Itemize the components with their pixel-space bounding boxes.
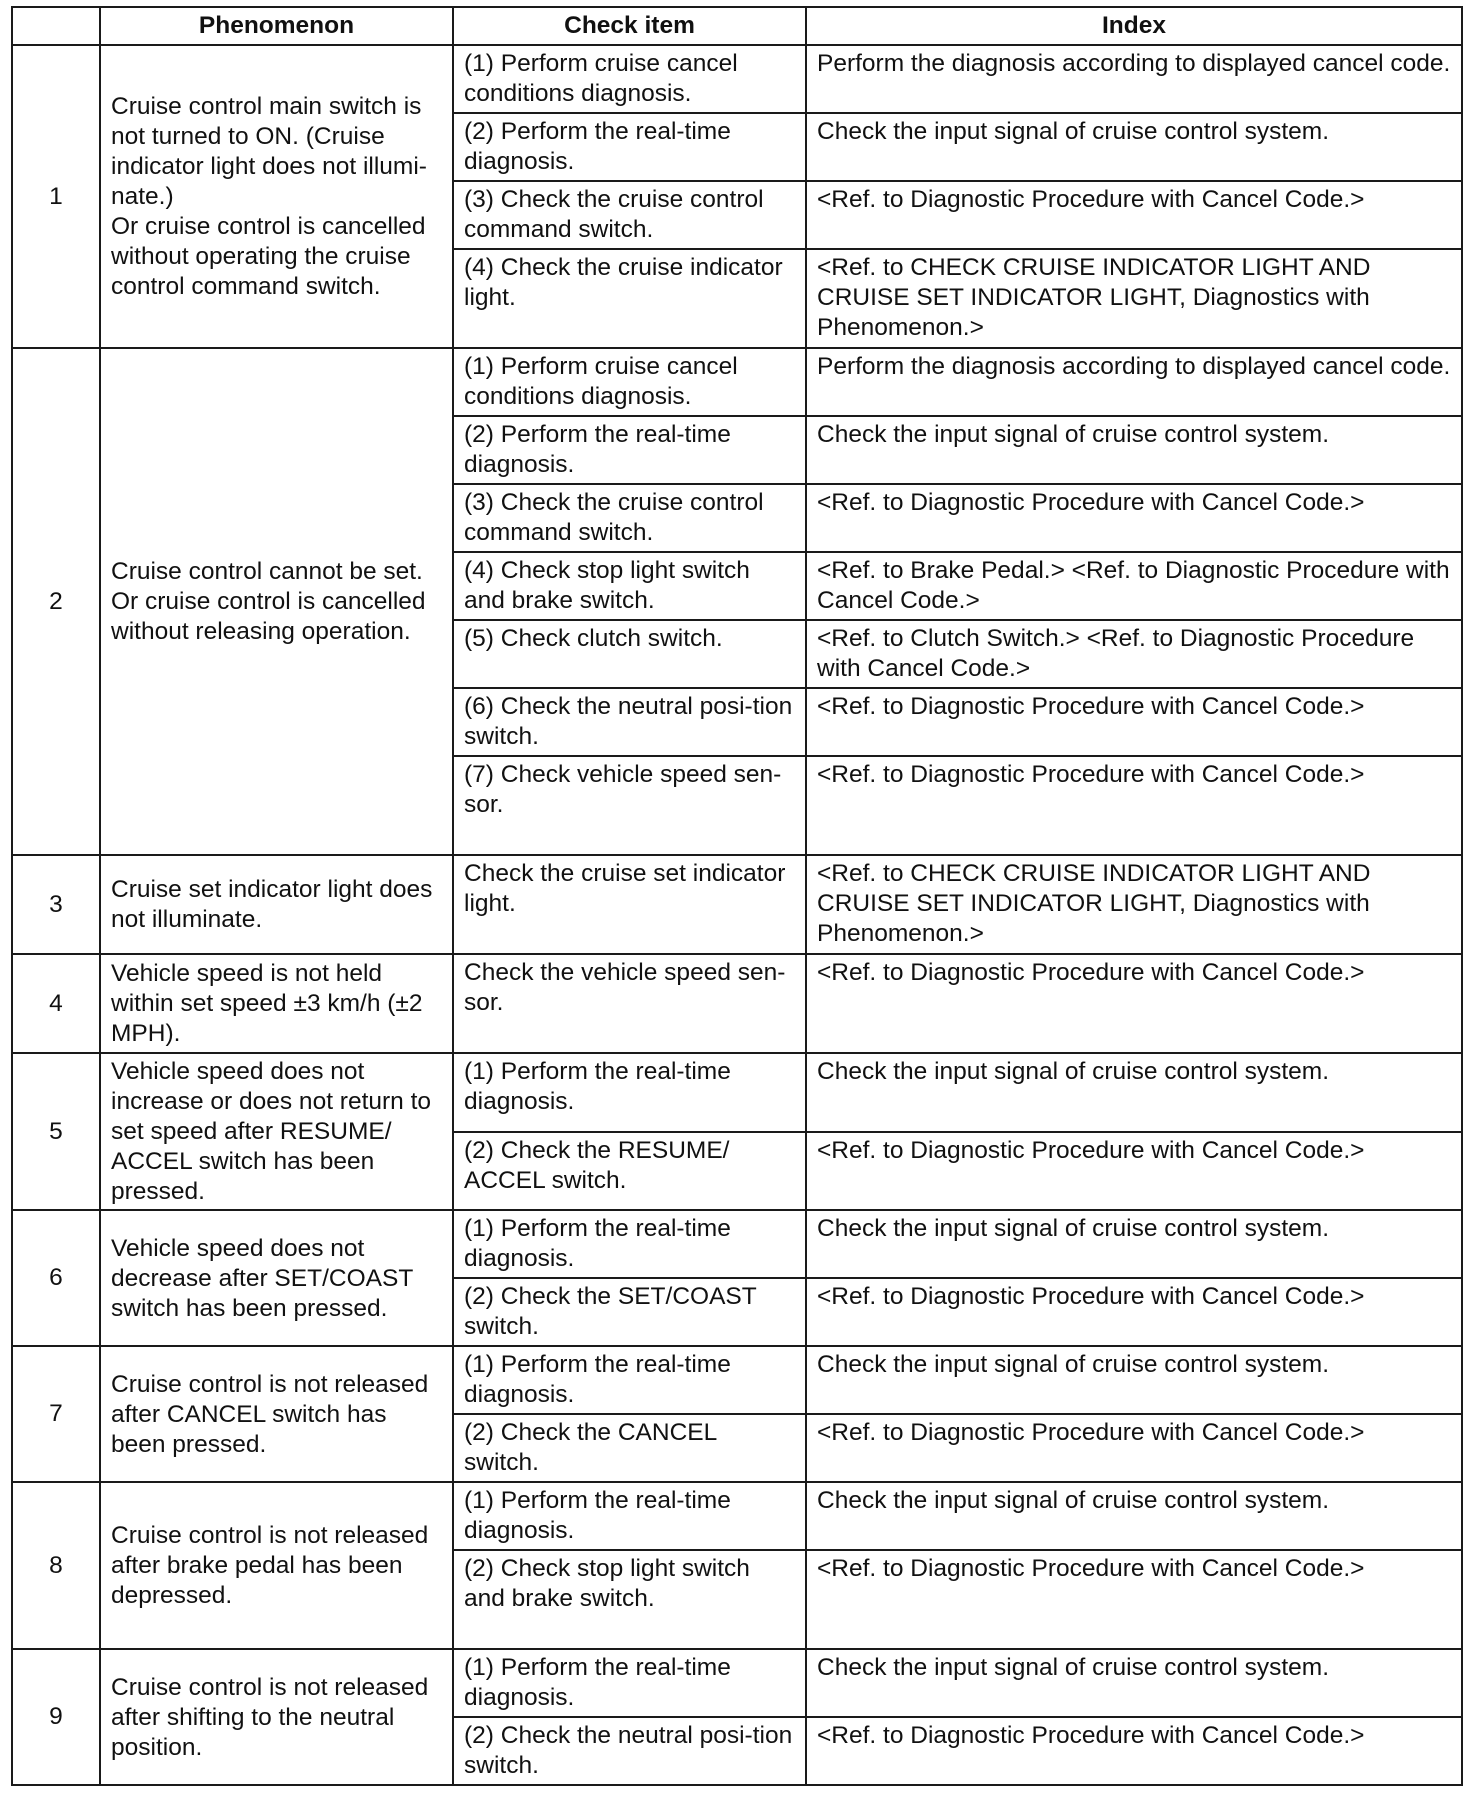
index-cell: <Ref. to CHECK CRUISE INDICATOR LIGHT AND CRUISE SET INDICATOR LIGHT, Diagnostics with Phenomenon.> [806, 249, 1462, 348]
index-cell: <Ref. to Diagnostic Procedure with Cancel Code.> [806, 1717, 1462, 1785]
check-item-cell: (3) Check the cruise control command switch. [453, 484, 806, 552]
index-cell: <Ref. to Diagnostic Procedure with Cancel Code.> [806, 484, 1462, 552]
index-cell: Check the input signal of cruise control system. [806, 1346, 1462, 1414]
check-item-cell: (1) Perform cruise cancel conditions diagnosis. [453, 45, 806, 113]
check-item-cell: (1) Perform the real-time diagnosis. [453, 1649, 806, 1717]
check-item-cell: (1) Perform the real-time diagnosis. [453, 1053, 806, 1132]
index-cell: <Ref. to Diagnostic Procedure with Cancel Code.> [806, 1550, 1462, 1649]
phenomenon-cell [100, 45, 453, 348]
table-row [12, 1649, 1462, 1717]
check-item-cell: (1) Perform the real-time diagnosis. [453, 1210, 806, 1278]
check-item-cell: (2) Check stop light switch and brake switch. [453, 1550, 806, 1649]
check-item-cell: (3) Check the cruise control command switch. [453, 181, 806, 249]
header-index: Index [806, 7, 1462, 45]
phenomenon-cell [100, 1649, 453, 1785]
index-cell: <Ref. to CHECK CRUISE INDICATOR LIGHT AND CRUISE SET INDICATOR LIGHT, Diagnostics with Phenomenon.> [806, 855, 1462, 954]
check-item-cell: (7) Check vehicle speed sen-sor. [453, 756, 806, 855]
phenomenon-text: Vehicle speed is not held within set speed ±3 km/h (±2 MPH). [111, 960, 423, 1047]
header-phenomenon: Phenomenon [100, 7, 453, 45]
header-check-item: Check item [453, 7, 806, 45]
check-item-cell: Check the vehicle speed sen-sor. [453, 954, 806, 1053]
header-number [12, 7, 100, 45]
row-number: 9 [12, 1649, 100, 1785]
phenomenon-text: Or cruise control is cancelled without releasing operation. [111, 588, 426, 645]
phenomenon-text: Vehicle speed does not decrease after SET/COAST switch has been pressed. [111, 1234, 413, 1322]
index-cell: <Ref. to Diagnostic Procedure with Cancel Code.> [806, 688, 1462, 756]
phenomenon-cell [100, 954, 453, 1053]
row-number: 7 [12, 1346, 100, 1482]
index-cell: Perform the diagnosis according to displayed cancel code. [806, 45, 1462, 113]
check-item-cell: (4) Check stop light switch and brake switch. [453, 552, 806, 620]
index-cell: <Ref. to Diagnostic Procedure with Cancel Code.> [806, 181, 1462, 249]
phenomenon-cell [100, 348, 453, 855]
table-row [12, 1346, 1462, 1414]
index-cell: Perform the diagnosis according to displayed cancel code. [806, 348, 1462, 416]
index-cell: Check the input signal of cruise control system. [806, 416, 1462, 484]
check-item-cell: (1) Perform the real-time diagnosis. [453, 1482, 806, 1550]
row-number: 8 [12, 1482, 100, 1649]
phenomenon-text: Cruise control main switch is not turned to ON. (Cruise indicator light does not illumi-nate.) [111, 93, 427, 210]
check-item-cell: (5) Check clutch switch. [453, 620, 806, 688]
check-item-cell: Check the cruise set indicator light. [453, 855, 806, 954]
row-number: 1 [12, 45, 100, 348]
table-row [12, 45, 1462, 113]
check-item-cell: (6) Check the neutral posi-tion switch. [453, 688, 806, 756]
index-cell: <Ref. to Diagnostic Procedure with Cancel Code.> [806, 954, 1462, 1053]
row-number: 3 [12, 855, 100, 954]
row-number: 2 [12, 348, 100, 855]
table-row [12, 1210, 1462, 1278]
diagnosis-table [11, 6, 1463, 1786]
phenomenon-cell [100, 855, 453, 954]
check-item-cell: (1) Perform the real-time diagnosis. [453, 1346, 806, 1414]
index-cell: Check the input signal of cruise control system. [806, 1649, 1462, 1717]
phenomenon-cell [100, 1482, 453, 1649]
index-cell: Check the input signal of cruise control system. [806, 1482, 1462, 1550]
index-cell: Check the input signal of cruise control system. [806, 1210, 1462, 1278]
table-row [12, 954, 1462, 1053]
check-item-cell: (2) Perform the real-time diagnosis. [453, 113, 806, 181]
phenomenon-cell [100, 1210, 453, 1346]
header-row [12, 7, 1462, 45]
phenomenon-cell [100, 1053, 453, 1210]
phenomenon-text: Cruise control is not released after shifting to the neutral position. [111, 1673, 429, 1761]
phenomenon-text: Or cruise control is cancelled without operating the cruise control command switch. [111, 213, 426, 300]
check-item-cell: (2) Check the SET/COAST switch. [453, 1278, 806, 1346]
row-number: 5 [12, 1053, 100, 1210]
row-number: 6 [12, 1210, 100, 1346]
table-row [12, 348, 1462, 416]
check-item-cell: (2) Check the CANCEL switch. [453, 1414, 806, 1482]
phenomenon-text: Cruise control is not released after CANCEL switch has been pressed. [111, 1370, 429, 1458]
index-cell: <Ref. to Brake Pedal.> <Ref. to Diagnostic Procedure with Cancel Code.> [806, 552, 1462, 620]
check-item-cell: (2) Check the neutral posi-tion switch. [453, 1717, 806, 1785]
row-number: 4 [12, 954, 100, 1053]
phenomenon-text: Vehicle speed does not increase or does not return to set speed after RESUME/ ACCEL switch has been pressed. [111, 1058, 432, 1205]
check-item-cell: (1) Perform cruise cancel conditions diagnosis. [453, 348, 806, 416]
table-row [12, 1482, 1462, 1550]
index-cell: Check the input signal of cruise control system. [806, 1053, 1462, 1132]
phenomenon-text: Cruise set indicator light does not illuminate. [111, 876, 433, 933]
table-body [12, 45, 1462, 1785]
index-cell: <Ref. to Diagnostic Procedure with Cancel Code.> [806, 1414, 1462, 1482]
index-cell: <Ref. to Diagnostic Procedure with Cancel Code.> [806, 1132, 1462, 1211]
index-cell: Check the input signal of cruise control system. [806, 113, 1462, 181]
table-row [12, 855, 1462, 954]
phenomenon-text: Cruise control cannot be set. [111, 558, 423, 585]
index-cell: <Ref. to Diagnostic Procedure with Cancel Code.> [806, 1278, 1462, 1346]
check-item-cell: (2) Check the RESUME/ ACCEL switch. [453, 1132, 806, 1211]
check-item-cell: (4) Check the cruise indicator light. [453, 249, 806, 348]
check-item-cell: (2) Perform the real-time diagnosis. [453, 416, 806, 484]
index-cell: <Ref. to Clutch Switch.> <Ref. to Diagnostic Procedure with Cancel Code.> [806, 620, 1462, 688]
table-row [12, 1053, 1462, 1132]
phenomenon-cell [100, 1346, 453, 1482]
phenomenon-text: Cruise control is not released after brake pedal has been depressed. [111, 1522, 429, 1609]
index-cell: <Ref. to Diagnostic Procedure with Cancel Code.> [806, 756, 1462, 855]
